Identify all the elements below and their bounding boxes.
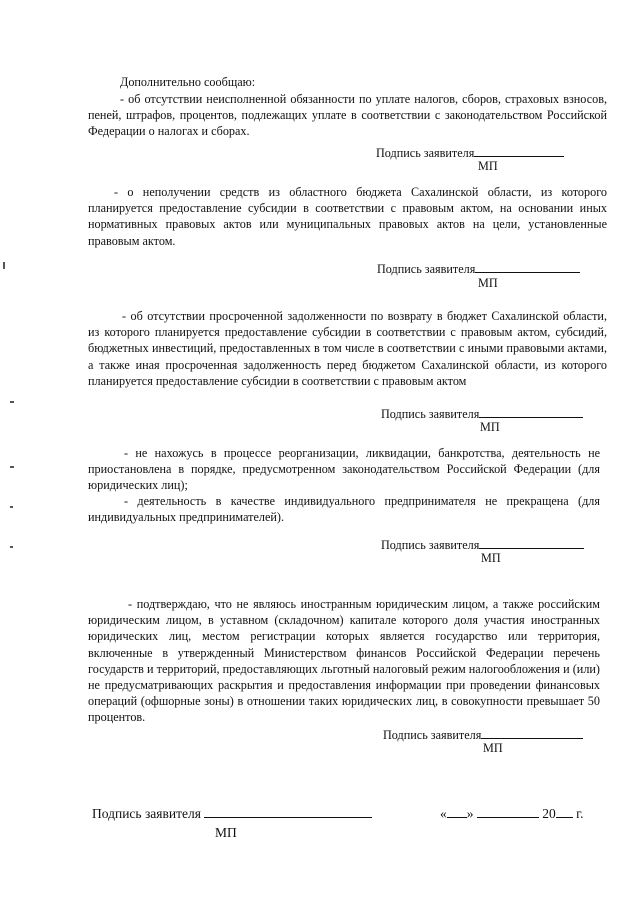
signature-field-2 — [377, 261, 580, 277]
statement-no-tax-debt: - об отсутствии неисполненной обязанности по уплате налогов, сборов, страховых взносов, пеней, штрафов, процентов, подлежащих уплате в соответствии с законодательством Российской Федерации о налогах и сборах. — [88, 92, 607, 139]
scan-mark — [10, 506, 13, 508]
stamp-label-4: МП — [481, 551, 501, 565]
scan-mark — [10, 466, 14, 468]
year-suffix: г. — [576, 806, 584, 821]
year-prefix: 20 — [542, 806, 556, 821]
signature-line[interactable] — [475, 261, 580, 273]
signature-label: Подпись заявителя — [381, 407, 480, 421]
date-open-quote: « — [440, 806, 447, 821]
signature-label: Подпись заявителя — [377, 262, 476, 276]
signature-line[interactable] — [479, 537, 584, 549]
stamp-label-2: МП — [478, 276, 498, 290]
final-signature-field — [92, 806, 372, 822]
signature-label: Подпись заявителя — [383, 728, 482, 742]
signature-label: Подпись заявителя — [92, 806, 201, 821]
scan-mark — [10, 546, 13, 548]
statement-entrepreneur-active: - деятельность в качестве индивидуального предпринимателя не прекращена (для индивидуальных предпринимателей). — [88, 494, 600, 525]
signature-line[interactable] — [481, 727, 583, 739]
signature-label: Подпись заявителя — [381, 538, 480, 552]
statement-no-regional-funds: - о неполучении средств из областного бюджета Сахалинской области, из которого планируется предоставление субсидии в соответствии с правовым актом, на основании иных нормативных правовых актов или муниципальных правовых актов на цели, установленные правовым актом. — [88, 185, 607, 248]
signature-line[interactable] — [474, 145, 564, 157]
stamp-label-3: МП — [480, 420, 500, 434]
scan-mark — [3, 262, 5, 269]
statement-not-foreign-entity: - подтверждаю, что не являюсь иностранным юридическим лицом, а также российским юридическим лицом, в уставном (складочном) капитале которого доля участия иностранных юридических лиц, местом регистрации которых является государство или территория, включенные в утвержденный Министерством финансов Российской Федерации перечень государств и территорий, предоставляющих льготный налоговый режим налогообложения и (или) не предусматривающих раскрытия и предоставления информации при проведении финансовых операций (офшорные зоны) в отношении таких юридических лиц, в совокупности превышает 50 процентов. — [88, 597, 600, 725]
date-field — [440, 806, 584, 822]
scan-mark — [10, 401, 14, 403]
final-stamp-label: МП — [215, 825, 237, 840]
final-signature-line[interactable] — [204, 806, 372, 818]
signature-field-1 — [376, 145, 564, 161]
statement-no-overdue-debt: - об отсутствии просроченной задолженности по возврату в бюджет Сахалинской области, из которого планируется предоставление субсидии в соответствии с правовым актом, субсидий, бюджетных инвестиций, предоставленных в том числе в соответствии с иными правовыми актами, а также иная просроченная задолженность перед бюджетом Сахалинской области, из которого планируется предоставление субсидии в соответствии с правовым актом — [88, 309, 607, 388]
intro-text: Дополнительно сообщаю: — [120, 75, 256, 89]
year-input-line[interactable] — [556, 806, 573, 818]
signature-line[interactable] — [479, 406, 583, 418]
date-close-quote: » — [466, 806, 474, 821]
stamp-label-1: МП — [478, 159, 498, 173]
month-input-line[interactable] — [477, 806, 539, 818]
stamp-label-5: МП — [483, 741, 503, 755]
statement-no-reorganization: - не нахожусь в процессе реорганизации, ликвидации, банкротства, деятельность не приостановлена в порядке, предусмотренном законодательством Российской Федерации (для юридических лиц); — [88, 446, 600, 493]
day-input-line[interactable] — [447, 806, 467, 818]
signature-label: Подпись заявителя — [376, 146, 475, 160]
